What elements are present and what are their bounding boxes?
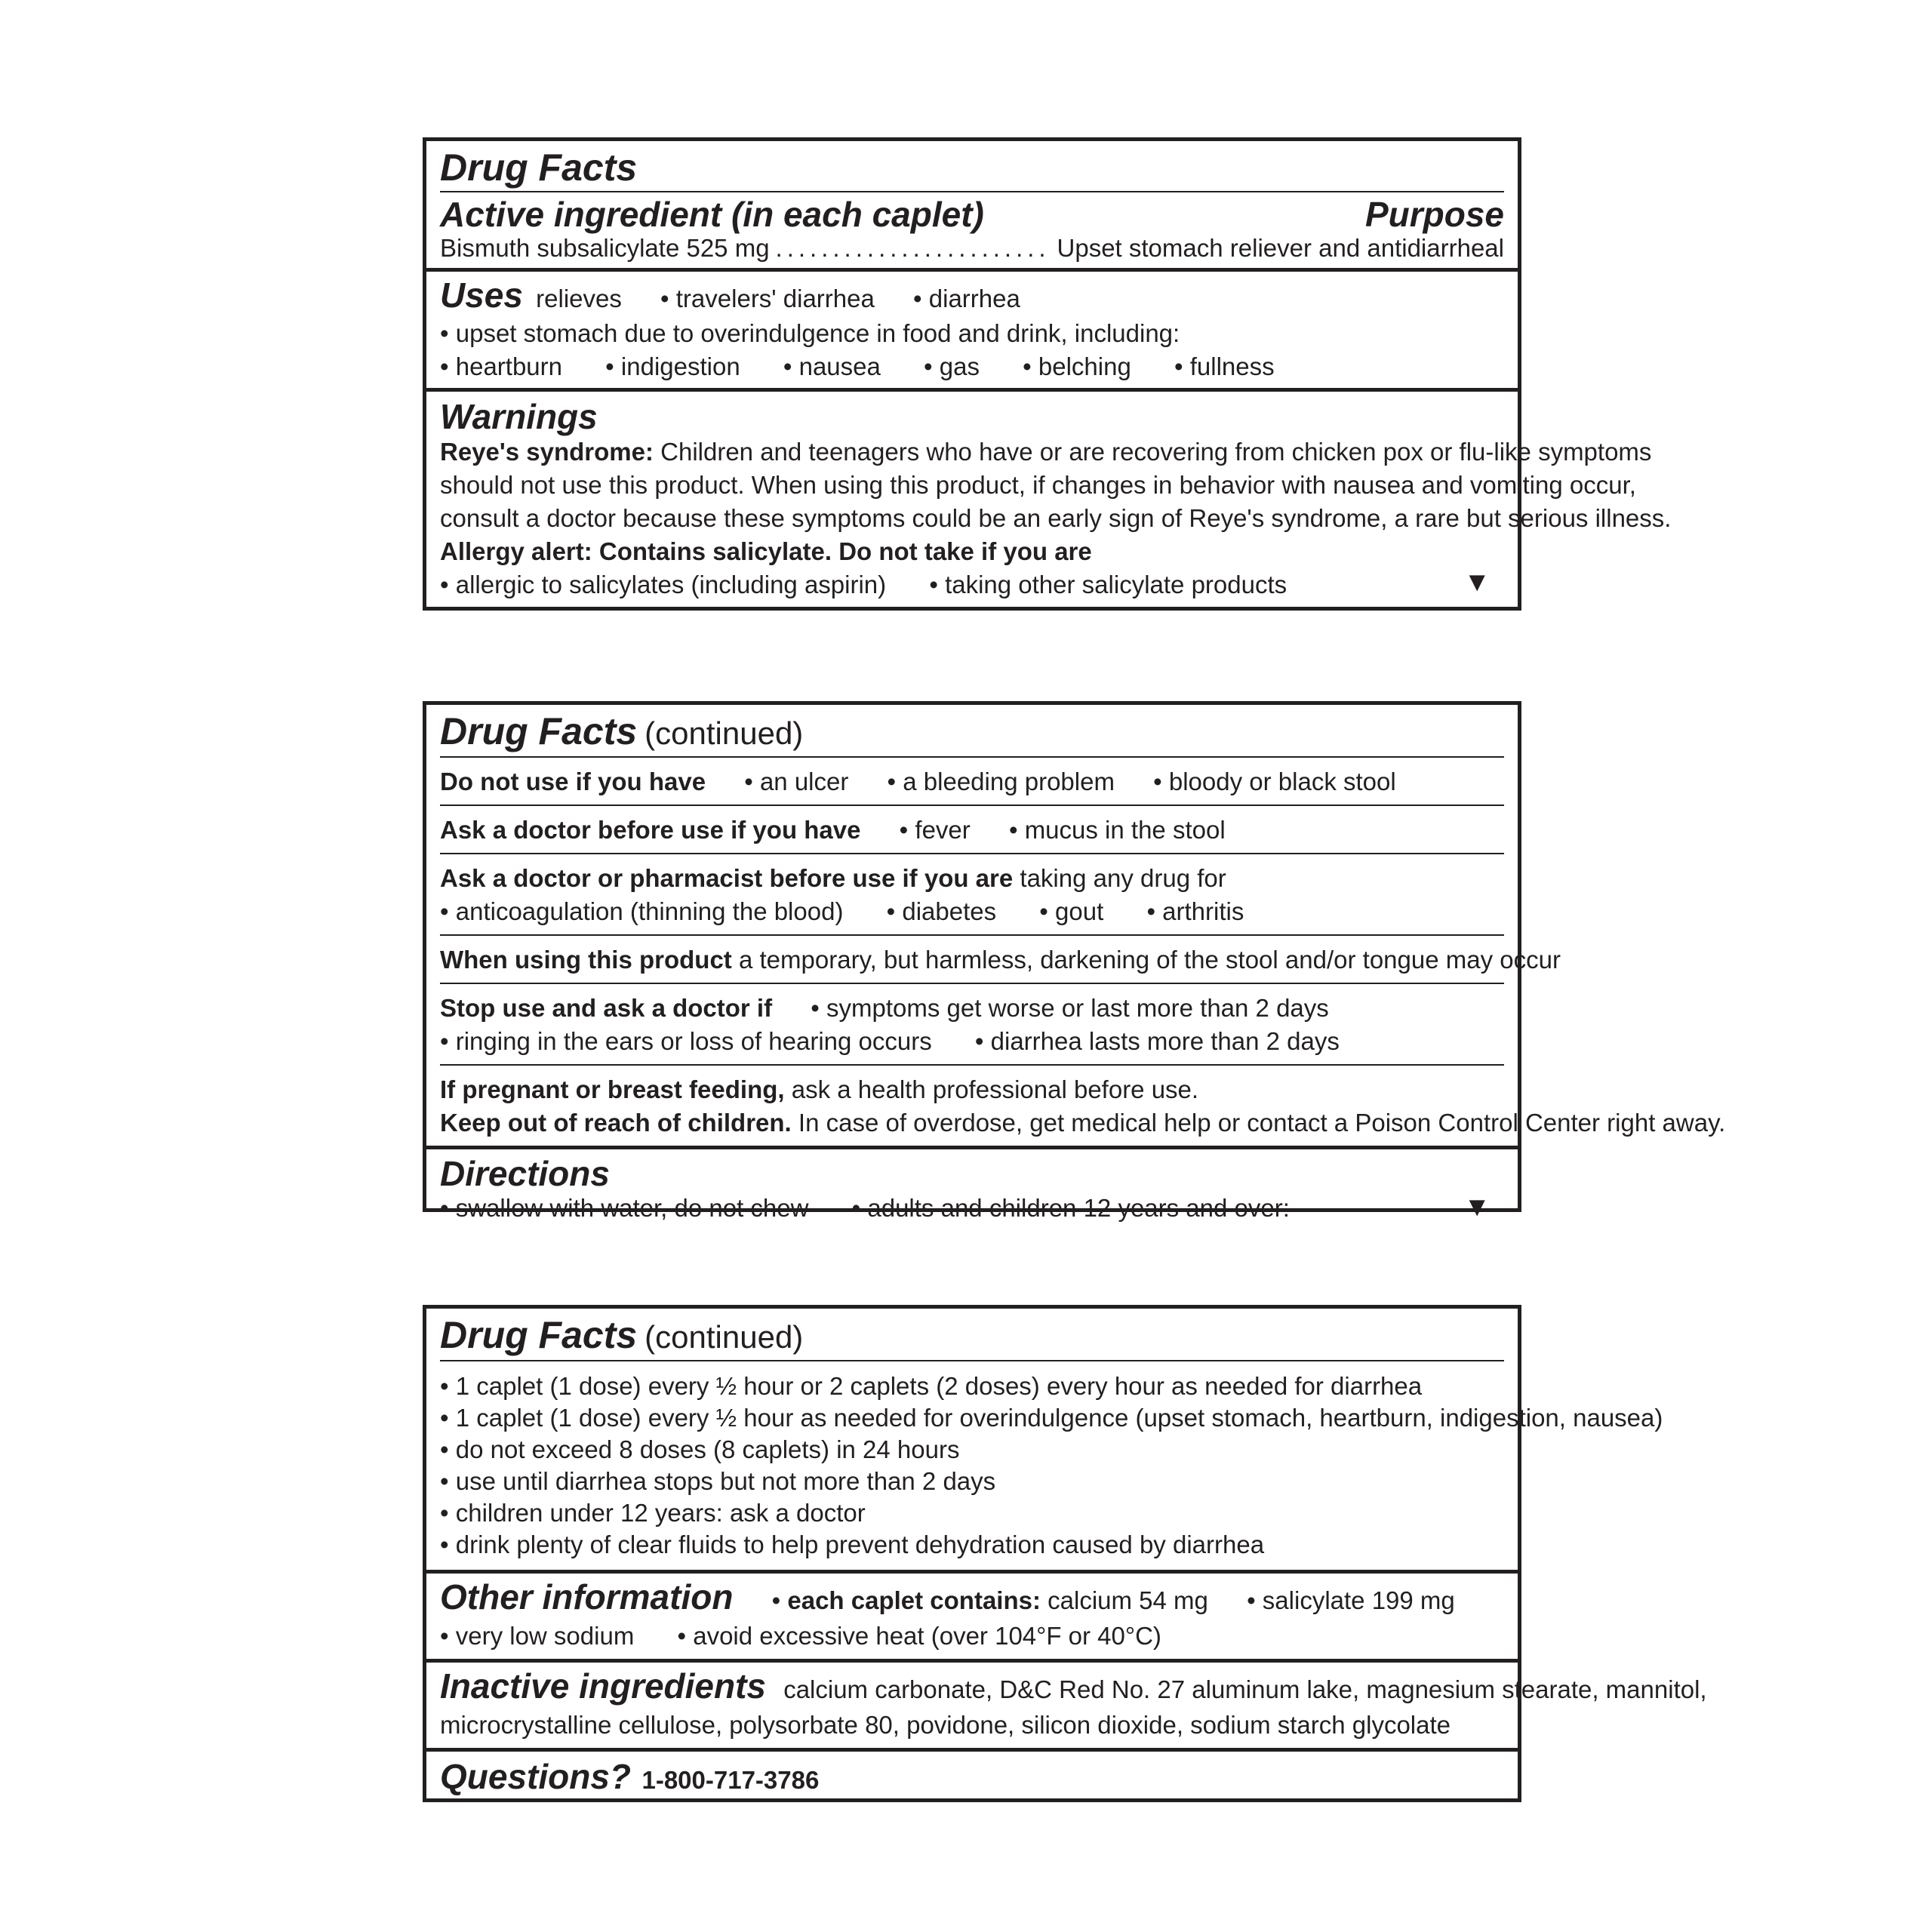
dose-item: • do not exceed 8 doses (8 caplets) in 24 hours [440, 1435, 960, 1463]
allergy-item: • taking other salicylate products [929, 571, 1287, 598]
leader-dots [776, 232, 1051, 265]
ask-pharmacist-item: • anticoagulation (thinning the blood) [440, 897, 844, 925]
uses-item: • diarrhea [913, 285, 1020, 312]
ask-pharmacist-item: • diabetes [886, 897, 997, 925]
uses-item: • gas [924, 352, 980, 380]
other-info-item: • avoid excessive heat (over 104°F or 40°C) [677, 1622, 1161, 1650]
inactive-ingredients-heading: Inactive ingredients [440, 1666, 767, 1706]
continue-arrow-icon: ▼ [1463, 1191, 1491, 1222]
drug-facts-panel-1 [423, 137, 1672, 611]
inactive-ingredients-text: calcium carbonate, D&C Red No. 27 aluminum lake, magnesium stearate, mannitol, [783, 1675, 1707, 1703]
ask-pharmacist-text: taking any drug for [1020, 864, 1226, 892]
ask-doctor-item: • fever [899, 816, 971, 844]
ask-pharmacist-label: Ask a doctor or pharmacist before use if you are [440, 864, 1014, 892]
uses-item: • travelers' diarrhea [660, 285, 875, 312]
directions-item: • adults and children 12 years and over: [851, 1194, 1290, 1222]
uses-heading: Uses [440, 275, 523, 315]
drug-facts-panel-2 [423, 701, 1726, 1222]
uses-intro: relieves [536, 285, 622, 312]
stop-use-item: • ringing in the ears or loss of hearing occurs [440, 1027, 932, 1055]
do-not-use-label: Do not use if you have [440, 768, 706, 795]
inactive-ingredients-text: microcrystalline cellulose, polysorbate 80, povidone, silicon dioxide, sodium starch glycolate [440, 1711, 1451, 1739]
panel-title: Drug Facts [440, 146, 638, 189]
active-ingredient-heading: Active ingredient (in each caplet) [440, 195, 984, 234]
dose-item: • use until diarrhea stops but not more than 2 days [440, 1467, 996, 1495]
reye-text: Children and teenagers who have or are recovering from chicken pox or flu-like symptoms [660, 438, 1652, 466]
other-info-item: • each caplet contains: calcium 54 mg [771, 1586, 1208, 1614]
do-not-use-item: • a bleeding problem [887, 768, 1115, 795]
stop-use-label: Stop use and ask a doctor if [440, 994, 773, 1022]
keep-out-text: In case of overdose, get medical help or contact a Poison Control Center right away. [798, 1109, 1726, 1137]
ask-doctor-item: • mucus in the stool [1008, 816, 1226, 844]
dose-item: • drink plenty of clear fluids to help prevent dehydration caused by diarrhea [440, 1531, 1265, 1558]
ingredient-name: Bismuth subsalicylate 525 mg [440, 234, 770, 262]
continue-arrow-icon: ▼ [1463, 566, 1491, 597]
ingredient-purpose: Upset stomach reliever and antidiarrheal [1057, 234, 1504, 262]
keep-out-label: Keep out of reach of children. [440, 1109, 792, 1137]
uses-item: • upset stomach due to overindulgence in food and drink, including: [440, 319, 1180, 347]
allergy-item: • allergic to salicylates (including aspirin) [440, 571, 887, 598]
allergy-alert: Allergy alert: Contains salicylate. Do not take if you are [440, 537, 1092, 565]
phone-number: 1-800-717-3786 [641, 1766, 820, 1794]
stop-use-item: • symptoms get worse or last more than 2 days [811, 994, 1329, 1022]
do-not-use-item: • bloody or black stool [1153, 768, 1396, 795]
stop-use-item: • diarrhea lasts more than 2 days [974, 1027, 1340, 1055]
uses-item: • indigestion [605, 352, 740, 380]
ask-doctor-label: Ask a doctor before use if you have [440, 816, 861, 844]
purpose-heading: Purpose [1364, 195, 1504, 234]
reye-text: consult a doctor because these symptoms could be an early sign of Reye's syndrome, a rare but serious illness. [440, 504, 1672, 532]
when-using-text: a temporary, but harmless, darkening of the stool and/or tongue may occur [738, 946, 1561, 974]
reye-text: should not use this product. When using this product, if changes in behavior with nausea and vomiting occur, [440, 471, 1636, 499]
ask-pharmacist-item: • gout [1039, 897, 1104, 925]
pregnant-label: If pregnant or breast feeding, [440, 1075, 785, 1103]
continued-label: (continued) [645, 1319, 804, 1355]
panel-title: Drug Facts [440, 710, 638, 752]
dose-item: • children under 12 years: ask a doctor [440, 1499, 866, 1527]
questions-heading: Questions? [440, 1757, 632, 1796]
dose-item: • 1 caplet (1 dose) every ½ hour or 2 caplets (2 doses) every hour as needed for diarrhea [440, 1372, 1423, 1400]
uses-item: • nausea [783, 352, 881, 380]
do-not-use-item: • an ulcer [744, 768, 849, 795]
continued-label: (continued) [645, 715, 804, 751]
directions-heading: Directions [440, 1154, 610, 1193]
other-info-item: • very low sodium [440, 1622, 635, 1650]
reye-label: Reye's syndrome: [440, 438, 654, 466]
uses-item: • belching [1023, 352, 1131, 380]
other-information-heading: Other information [440, 1577, 734, 1617]
uses-item: • heartburn [440, 352, 562, 380]
when-using-label: When using this product [440, 946, 732, 974]
other-info-item: • salicylate 199 mg [1247, 1586, 1455, 1614]
dose-item: • 1 caplet (1 dose) every ½ hour as needed for overindulgence (upset stomach, heartburn, indigestion, nausea) [440, 1404, 1663, 1432]
directions-item: • swallow with water, do not chew [440, 1194, 809, 1222]
warnings-heading: Warnings [440, 397, 598, 436]
drug-facts-panel-3 [423, 1305, 1707, 1802]
uses-item: • fullness [1174, 352, 1275, 380]
ask-pharmacist-item: • arthritis [1146, 897, 1244, 925]
pregnant-text: ask a health professional before use. [791, 1075, 1199, 1103]
panel-title: Drug Facts [440, 1314, 638, 1356]
